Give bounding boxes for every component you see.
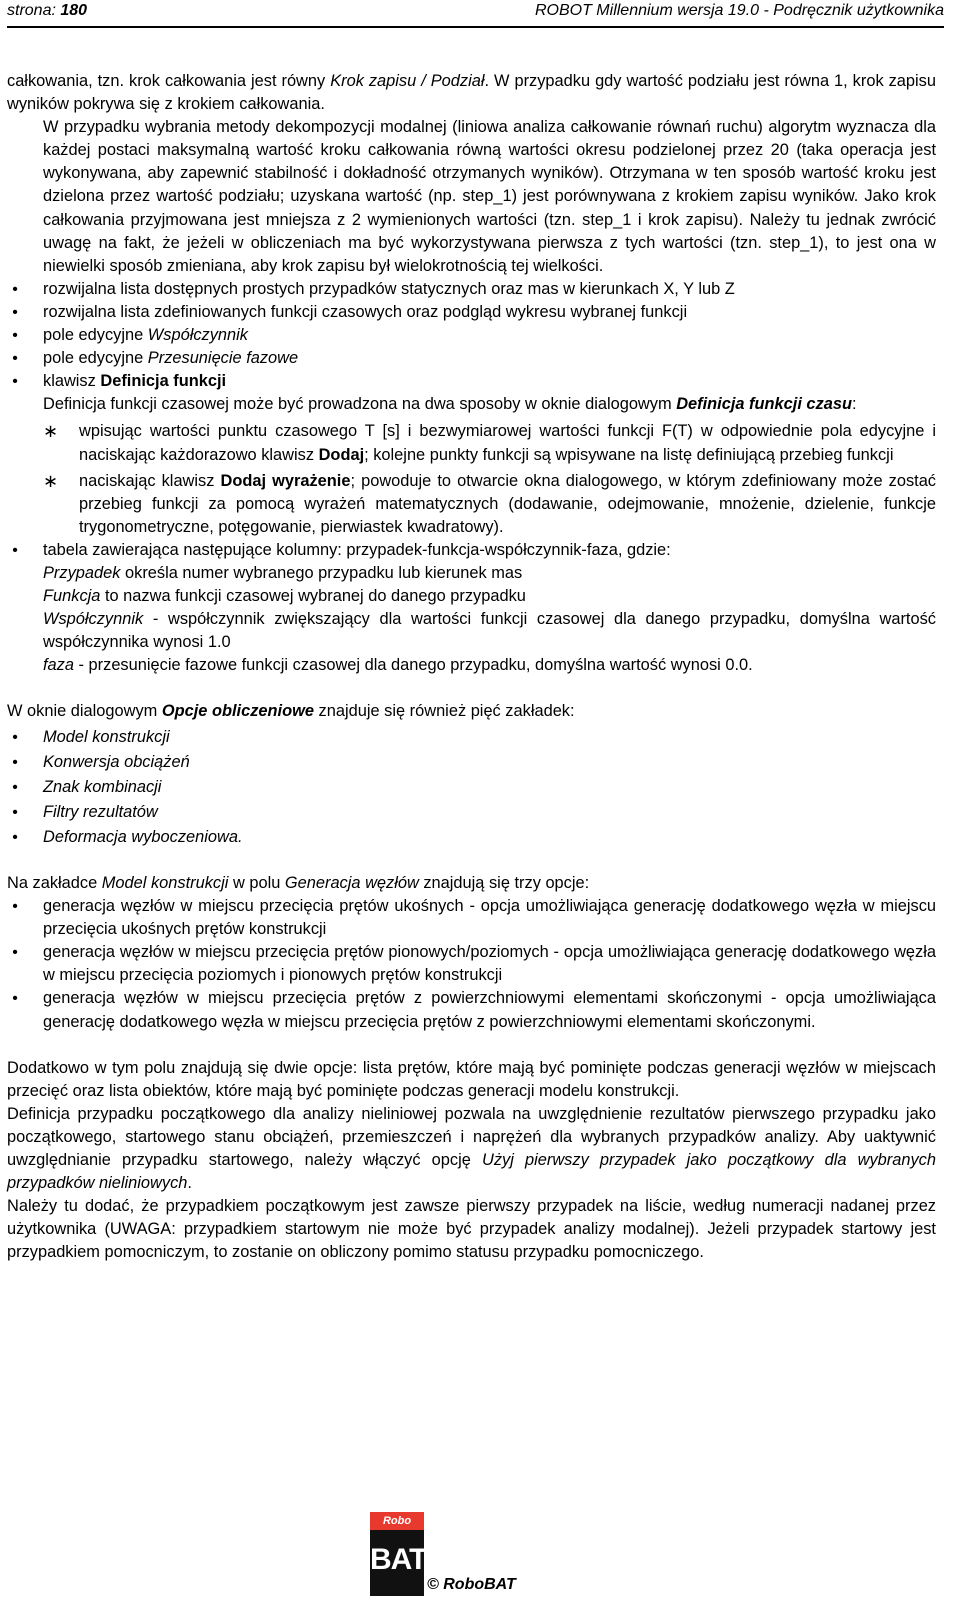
bullet-icon: • [12,373,18,391]
bullet-icon: • [12,541,18,559]
logo-top-text: Robo [370,1512,424,1530]
logo-main-text: BAT [370,1530,424,1596]
list-item [7,751,936,774]
list-item [7,987,936,1033]
page-number: 180 [60,2,88,19]
intro-paragraph-1 [7,70,936,116]
asterisk-icon: ∗ [43,421,59,442]
italic-term: Krok zapisu / Podział [330,72,485,90]
list-item [7,941,936,987]
final-paragraph-1: Dodatkowo w tym polu znajdują się dwie opcje: lista prętów, które mają być pominięte podczas generacji węzłów w miejscach przecięć oraz lista obiektów, które mają być pominięte podczas generacji modelu konstrukcji. [7,1058,936,1100]
italic-term: faza [43,656,74,675]
function-definition-text [7,393,936,416]
page-header [7,2,944,28]
text-span: w polu [228,874,285,892]
sub-list-item [7,470,936,539]
table-column-desc [7,654,936,677]
text-span: znajdują się trzy opcje: [418,874,590,892]
page-footer [370,1512,570,1597]
italic-term: Przypadek [43,563,121,582]
asterisk-icon: ∗ [43,470,59,491]
list-item-text: tabela zawierająca następujące kolumny: przypadek-funkcja-współczynnik-faza, gdzie: [43,540,671,559]
bold-term: Dodaj [318,445,365,464]
italic-term: Przesunięcie fazowe [147,349,299,368]
list-item [7,895,936,941]
list-item [7,776,936,799]
bold-term: Definicja funkcji [100,372,227,391]
text-span: . [187,1174,192,1193]
list-item [7,278,936,301]
italic-term: Współczynnik [147,326,248,345]
bold-italic-term: Opcje obliczeniowe [161,702,314,721]
bullet-icon: • [12,753,18,771]
final-paragraph-3: Należy tu dodać, że przypadkiem początkowym jest zawsze pierwszy przypadek na liście, według numeracji nadanej przez użytkownika (UWAGA: przypadkiem startowym nie może być przypadek analizy modalnej). Jeżeli przypadek startowy jest przypadkiem pomocniczym, to zostanie on obliczony pomimo statusu przypadku pomocniczego. [7,1197,936,1262]
table-column-desc [7,562,936,585]
list-item-text: pole edycyjne [43,326,148,345]
bullet-icon: • [12,280,18,298]
text-span: naciskając klawisz [79,471,221,490]
list-item [7,826,936,849]
bullet-icon: • [12,327,18,345]
intro-paragraph-2: W przypadku wybrania metody dekompozycji modalnej (liniowa analiza całkowanie równań ruchu) algorytm wyznacza dla każdej postaci maksymalną wartość kroku całkowania równą wartości okresu podzielonej przez 20 (taka operacja jest wykonywana, aby zapewnić stabilność i dokładność otrzymanych wyników). Otrzymana w ten sposób wartość kroku jest dzielona przez wartość podziału; uzyskana wartość (np. step_1) jest porównywana z krokiem zapisu wyników. Jako krok całkowania przyjmowana jest mniejsza z 2 wymienionych wartości (tzn. step_1 i krok zapisu). Należy tu jednak zwrócić uwagę na fakt, że jeżeli w obliczeniach ma być wykorzystywana pierwsza z tych wartości (tzn. step_1), to jest ona w niewielki sposób zmieniana, aby krok zapisu był wielokrotnością tej wielkości. [43,118,936,275]
italic-term: Współczynnik [43,610,144,629]
list-item [7,347,936,370]
text-span: Definicja funkcji czasowej może być prowadzona na dwa sposoby w oknie dialogowym [43,395,677,414]
list-item-text: klawisz [43,372,101,391]
robobat-logo [370,1512,427,1596]
bold-italic-term: Definicja funkcji czasu [676,395,852,414]
list-item-text: generacja węzłów w miejscu przecięcia prętów z powierzchniowymi elementami skończonymi - opcja umożliwiająca generację dodatkowego węzła w miejscu przecięcia prętów z powierzchniowymi elementami skończonymi. [43,989,936,1031]
page-number-label [7,2,87,20]
model-lead [7,872,936,895]
list-item-text: rozwijalna lista zdefiniowanych funkcji czasowych oraz podgląd wykresu wybranej funkcji [43,302,688,321]
list-item [7,801,936,824]
bold-term: Dodaj wyrażenie [220,471,351,490]
list-item [7,726,936,749]
text-span: Na zakładce [7,874,102,892]
list-item [7,324,936,347]
text-span: określa numer wybranego przypadku lub kierunek mas [120,563,523,582]
bullet-icon: • [12,803,18,821]
italic-term: Użyj pierwszy przypadek jako początkowy dla wybranych przypadków nieliniowych [7,1151,936,1193]
manual-title: ROBOT Millennium wersja 19.0 - Podręcznik użytkownika [534,2,944,19]
bullet-icon: • [12,303,18,321]
text-span: całkowania, tzn. krok całkowania jest równy [7,72,331,90]
list-item-text: pole edycyjne [43,349,148,368]
page-content [7,70,936,1265]
bullet-icon: • [12,828,18,846]
bullet-icon: • [12,350,18,368]
list-item-text: rozwijalna lista dostępnych prostych przypadków statycznych oraz mas w kierunkach X, Y lub Z [43,279,735,298]
italic-term: Model konstrukcji [101,874,229,892]
bullet-icon: • [12,990,18,1008]
tab-name: Deformacja wyboczeniowa. [43,827,243,846]
copyright-text: © RoboBAT [427,1576,516,1593]
tab-name: Filtry rezultatów [43,802,158,821]
text-span: - przesunięcie fazowe funkcji czasowej dla danego przypadku, domyślna wartość wynosi 0.0. [73,656,753,675]
tab-name: Model konstrukcji [43,727,170,746]
list-item [7,301,936,324]
list-item [7,370,936,393]
italic-term: Funkcja [43,587,101,606]
text-span: wpisując wartości punktu czasowego T [s] i bezwymiarowej wartości funkcji F(T) w odpowiednie pola edycyjne i naciskając każdorazowo klawisz [79,422,936,464]
italic-term: Generacja węzłów [284,874,419,892]
text-span: ; powoduje to otwarcie okna dialogowego, w którym zdefiniowany może zostać przebieg funkcji za pomocą wyrażeń matematycznych (dodawanie, odejmowanie, mnożenie, dzielenie, funkcje trygonometryczne, potęgowanie, pierwiastek kwadratowy). [79,471,937,536]
bullet-icon: • [12,728,18,746]
table-column-desc [7,608,936,654]
text-span: - współczynnik zwiększający dla wartości funkcji czasowej dla danego przypadku, domyślna wartość współczynnika wynosi 1.0 [43,610,936,652]
bullet-icon: • [12,778,18,796]
list-item [7,539,936,562]
text-span: ; kolejne punkty funkcji są wpisywane na listę definiującą przebieg funkcji [364,445,894,464]
list-item-text: generacja węzłów w miejscu przecięcia prętów ukośnych - opcja umożliwiająca generację dodatkowego węzła w miejscu przecięcia ukośnych prętów konstrukcji [43,897,936,939]
final-paragraph-2 [7,1103,936,1195]
text-span: . W przypadku gdy wartość podziału jest równa 1, krok zapisu wyników pokrywa się z krokiem całkowania. [7,72,936,114]
table-column-desc [7,585,936,608]
text-span: : [852,395,857,414]
text-span: to nazwa funkcji czasowej wybranej do danego przypadku [100,587,526,606]
tab-name: Znak kombinacji [43,777,162,796]
text-span: Definicja przypadku początkowego dla analizy nieliniowej pozwala na uwzględnienie rezultatów pierwszego przypadku jako początkowego, startowego stanu obciążeń, przemieszczeń i naprężeń dla wybranych przypadków analizy. Aby uaktywnić uwzględnianie przypadku startowego, należy włączyć opcję [7,1104,936,1170]
text-span: znajduje się również pięć zakładek: [313,702,575,721]
list-item-text: generacja węzłów w miejscu przecięcia prętów pionowych/poziomych - opcja umożliwiająca generację dodatkowego węzła w miejscu przecięcia poziomych i pionowych prętów konstrukcji [43,943,936,985]
bullet-icon: • [12,898,18,916]
bullet-icon: • [12,944,18,962]
tabs-lead [7,700,936,723]
sub-list-item [7,420,936,466]
tab-name: Konwersja obciążeń [43,752,190,771]
page-label: strona: [7,2,56,19]
text-span: W oknie dialogowym [7,702,162,721]
